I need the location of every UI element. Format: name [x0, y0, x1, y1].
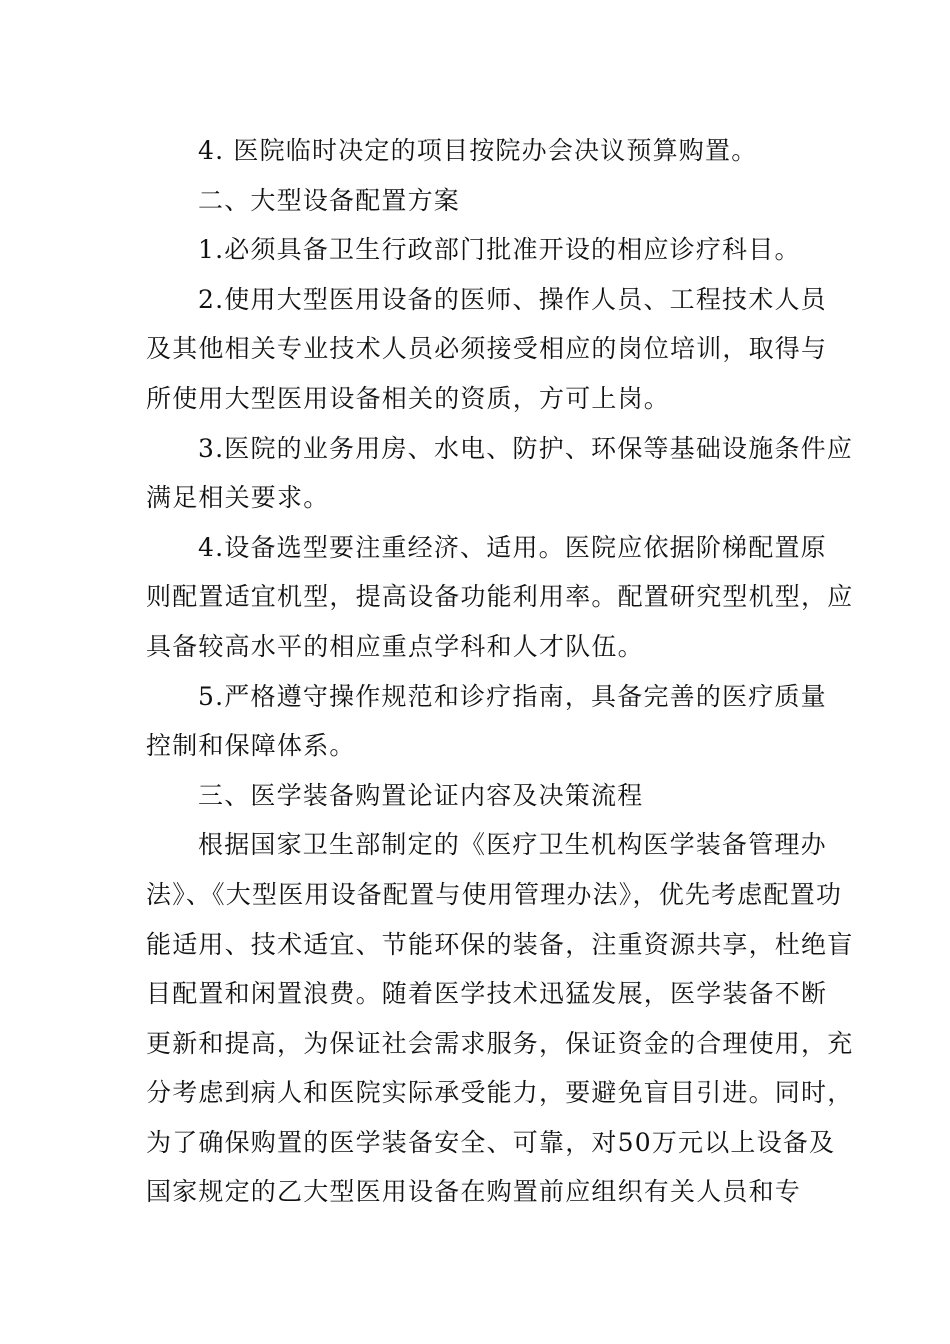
text-line: 能适用、技术适宜、节能环保的装备，注重资源共享，杜绝盲	[146, 929, 854, 959]
section-heading-2: 二、大型设备配置方案	[198, 185, 461, 215]
text-line: 目配置和闲置浪费。随着医学技术迅猛发展，医学装备不断	[146, 979, 828, 1009]
document-body	[146, 126, 854, 1217]
text-line: 所使用大型医用设备相关的资质，方可上岗。	[146, 383, 671, 413]
text-line: 国家规定的乙大型医用设备在购置前应组织有关人员和专	[146, 1177, 802, 1207]
text-line: 控制和保障体系。	[146, 731, 356, 761]
text-line: 2.使用大型医用设备的医师、操作人员、工程技术人员	[198, 284, 827, 314]
text-line: 4.设备选型要注重经济、适用。医院应依据阶梯配置原	[198, 532, 827, 562]
section-heading-3: 三、医学装备购置论证内容及决策流程	[198, 780, 644, 810]
text-line: 为了确保购置的医学装备安全、可靠，对50万元以上设备及	[146, 1127, 836, 1157]
text-line: 根据国家卫生部制定的《医疗卫生机构医学装备管理办	[198, 830, 827, 860]
text-line: 则配置适宜机型，提高设备功能利用率。配置研究型机型，应	[146, 582, 854, 612]
text-line: 4. 医院临时决定的项目按院办会决议预算购置。	[198, 136, 758, 165]
text-line: 5.严格遵守操作规范和诊疗指南，具备完善的医疗质量	[198, 681, 827, 711]
text-line: 更新和提高，为保证社会需求服务，保证资金的合理使用，充	[146, 1028, 854, 1058]
text-line: 分考虑到病人和医院实际承受能力，要避免盲目引进。同时，	[146, 1078, 854, 1108]
text-line: 3.医院的业务用房、水电、防护、环保等基础设施条件应	[198, 433, 854, 463]
text-line: 满足相关要求。	[146, 483, 330, 513]
text-line: 1.必须具备卫生行政部门批准开设的相应诊疗科目。	[198, 235, 801, 265]
text-line: 具备较高水平的相应重点学科和人才队伍。	[146, 631, 644, 661]
text-line: 法》、《大型医用设备配置与使用管理办法》，优先考虑配置功	[146, 879, 843, 909]
text-line: 及其他相关专业技术人员必须接受相应的岗位培训，取得与	[146, 334, 828, 364]
